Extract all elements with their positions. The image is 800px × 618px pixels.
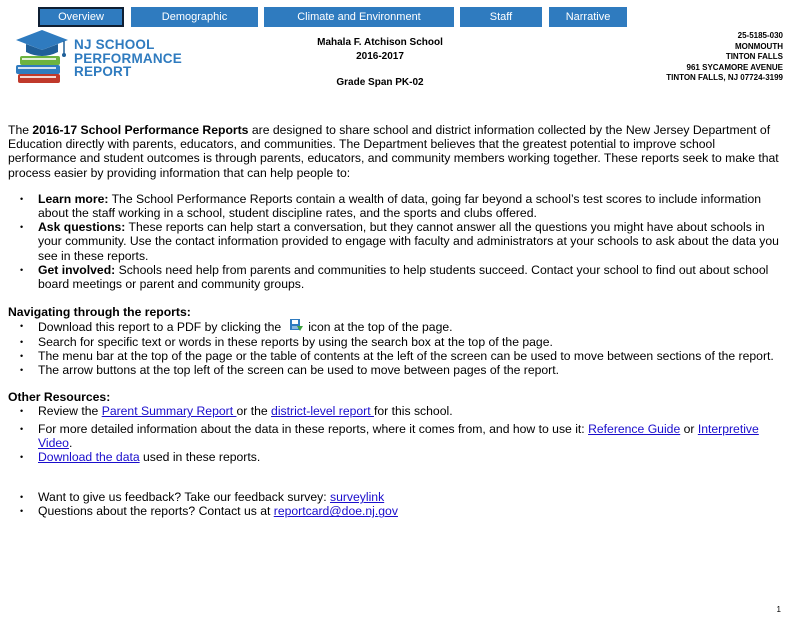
district: TINTON FALLS xyxy=(725,52,783,62)
list-item: • Search for specific text or words in these reports by using the search box at the top of the page. xyxy=(8,335,783,349)
main-content xyxy=(8,123,783,519)
download-data-link[interactable]: Download the data xyxy=(38,450,140,465)
logo-line-1: NJ SCHOOL xyxy=(74,37,155,52)
street: 961 SYCAMORE AVENUE xyxy=(686,62,783,72)
list-item: • Download this report to a PDF by clicking the icon at the top of the page. xyxy=(8,319,783,334)
school-address xyxy=(666,31,783,84)
list-item: • Want to give us feedback? Take our feedback survey: surveylink xyxy=(8,490,783,504)
feedback-list xyxy=(8,490,783,518)
graduation-books-icon xyxy=(12,30,74,90)
list-item: • For more detailed information about the data in these reports, where it comes from, and how to use it: Reference Guide or Interpretive Video. xyxy=(8,422,783,450)
school-year: 2016-2017 xyxy=(356,51,404,62)
school-code: 25-5185-030 xyxy=(737,31,783,40)
tab-staff[interactable]: Staff xyxy=(460,7,542,27)
interpretive-video-link[interactable]: Interpretive Video xyxy=(38,421,759,450)
logo-wordmark xyxy=(74,38,182,79)
survey-link[interactable]: surveylink xyxy=(330,490,385,505)
tab-demographic[interactable]: Demographic xyxy=(131,7,258,27)
city-state-zip: TINTON FALLS, NJ 07724-3199 xyxy=(666,73,783,83)
list-item: • Ask questions: These reports can help start a conversation, but they cannot answer all the questions you might have about schools in your community. Use the contact information provided to engage with faculty and administrators at your schools to ask about the data you see in these reports. xyxy=(8,220,783,263)
list-item: • The menu bar at the top of the page or the table of contents at the left of the screen can be used to move between sections of the report. xyxy=(8,349,783,363)
tab-overview[interactable]: Overview xyxy=(38,7,124,27)
goals-list xyxy=(8,192,783,291)
grade-span: Grade Span PK-02 xyxy=(336,77,424,88)
list-item: • Learn more: The School Performance Reports contain a wealth of data, going far beyond a school’s test scores to include information about the staff working in a school, student discipline rates, and the sports and clubs offered. xyxy=(8,192,783,220)
page-number: 1 xyxy=(776,605,781,614)
school-info xyxy=(280,36,480,90)
list-item: • Review the Parent Summary Report or the district-level report for this school. xyxy=(8,404,783,418)
navigating-list xyxy=(8,319,783,377)
other-resources-heading: Other Resources: xyxy=(8,390,111,405)
contact-email-link[interactable]: reportcard@doe.nj.gov xyxy=(273,504,398,519)
list-item: • Download the data used in these reports. xyxy=(8,450,783,464)
tab-narrative[interactable]: Narrative xyxy=(549,7,627,27)
resources-list xyxy=(8,404,783,464)
district-level-report-link[interactable]: district-level report xyxy=(271,404,374,419)
intro-paragraph: The 2016-17 School Performance Reports are designed to share school and district information collected by the New Jersey Department of Education directly with parents, educators, and communities. The Department believes that the greatest potential to improve school performance and student outcomes is through parents, educators, and community members working together. These reports seek to make that process easier by providing information that can help people to: xyxy=(8,123,779,180)
school-name: Mahala F. Atchison School xyxy=(317,37,443,48)
parent-summary-report-link[interactable]: Parent Summary Report xyxy=(101,404,237,419)
tab-climate-environment[interactable]: Climate and Environment xyxy=(264,7,454,27)
list-item: • The arrow buttons at the top left of the screen can be used to move between pages of the report. xyxy=(8,363,783,377)
reference-guide-link[interactable]: Reference Guide xyxy=(588,421,681,436)
list-item: • Questions about the reports? Contact us at reportcard@doe.nj.gov xyxy=(8,504,783,518)
report-title-inline: 2016-17 School Performance Reports xyxy=(32,123,249,137)
save-pdf-icon[interactable] xyxy=(289,319,303,331)
list-item: • Get involved: Schools need help from parents and communities to help students succeed. Contact your school to find out about school board meetings or parent and community groups. xyxy=(8,263,783,291)
county: MONMOUTH xyxy=(735,41,783,51)
nj-school-performance-logo xyxy=(12,30,182,90)
navigating-heading: Navigating through the reports: xyxy=(8,305,191,320)
logo-line-3: REPORT xyxy=(74,64,132,79)
logo-line-2: PERFORMANCE xyxy=(74,50,182,66)
